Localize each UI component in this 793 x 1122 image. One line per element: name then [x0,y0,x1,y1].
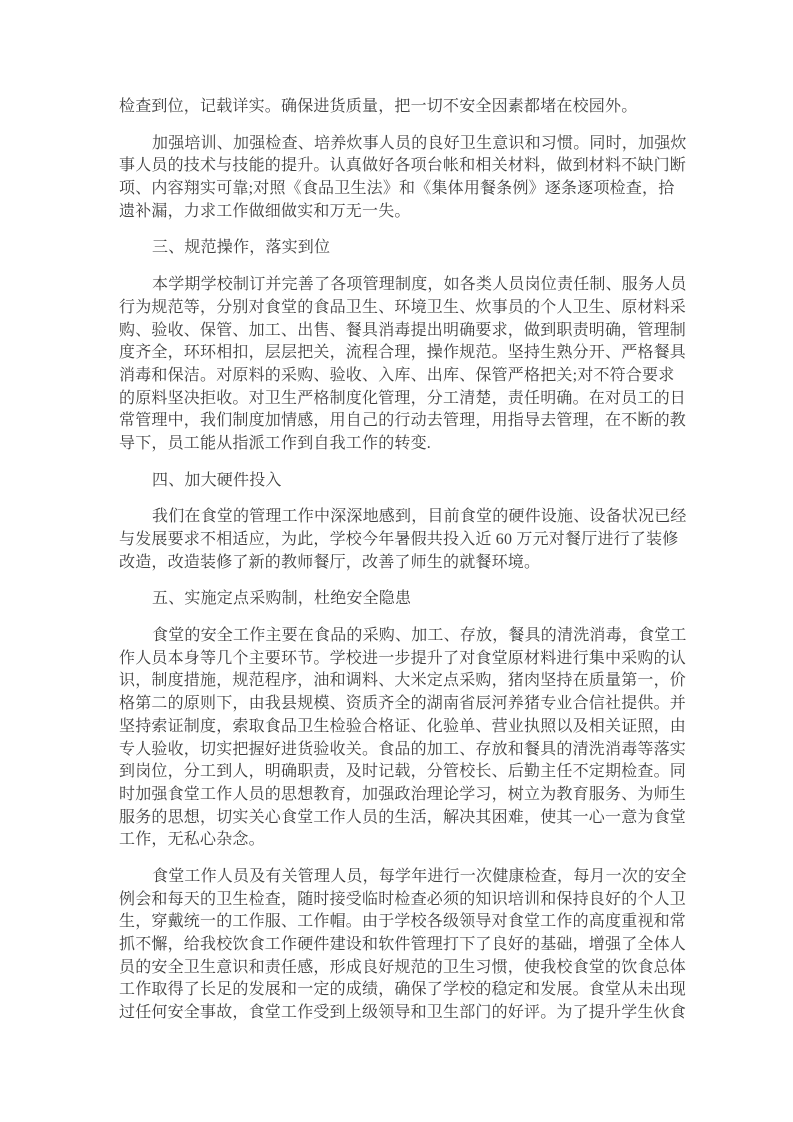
text-line: 常管理中，我们制度加情感，用自己的行动去管理，用指导去管理，在不断的教 [119,412,687,430]
text-line: 食堂的安全工作主要在食品的采购、加工、存放，餐具的清洗消毒，食堂工 [152,627,687,645]
text-line: 服务的思想，切实关心食堂工作人员的生活，解决其困难，使其一心一意为食堂 [119,808,687,826]
text-line: 抓不懈，给我校饮食工作硬件建设和软件管理打下了良好的基础，增强了全体人 [119,936,687,953]
paragraph [119,506,687,574]
text-line: 工作，无私心杂念。 [119,831,265,849]
text-line: 员的安全卫生意识和责任感，形成良好规范的卫生习惯，使我校食堂的饮食总体 [119,958,687,976]
text-line: 例会和每天的卫生检查，随时接受临时检查必须的知识培训和保持良好的个人卫 [119,890,687,908]
section-heading [119,470,684,493]
text-line: 过任何安全事故，食堂工作受到上级领导和卫生部门的好评。为了提升学生伙食 [119,1004,687,1022]
text-line: 导下，员工能从指派工作到自我工作的转变. [119,434,432,452]
paragraph [119,866,687,1025]
paragraph [119,133,687,224]
text-line: 消毒和保洁。对原料的采购、验收、入库、出库、保管严格把关;对不符合要求 [119,366,675,384]
text-line: 我们在食堂的管理工作中深深地感到，目前食堂的硬件设施、设备状况已经 [152,508,687,526]
text-line: 工作取得了长足的发展和一定的成绩，确保了学校的稳定和发展。食堂从未出现 [119,981,687,999]
text-line: 坚持索证制度，索取食品卫生检验合格证、化验单、营业执照以及相关证照，由 [119,717,687,735]
text-line: 专人验收，切实把握好进货验收关。食品的加工、存放和餐具的清洗消毒等落实 [119,740,687,758]
text-line: 的原料坚决拒收。对卫生严格制度化管理，分工清楚，责任明确。在对员工的日 [119,389,687,407]
text-line: 购、验收、保管、加工、出售、餐具消毒提出明确要求，做到职责明确，管理制 [119,321,687,339]
text-line: 到岗位，分工到人，明确职责，及时记载，分管校长、后勤主任不定期检查。同 [119,763,687,781]
text-line: 本学期学校制订并完善了各项管理制度，如各类人员岗位责任制、服务人员 [152,276,687,294]
text-line: 改造，改造装修了新的教师餐厅，改善了师生的就餐环境。 [119,553,541,571]
text-line: 事人员的技术与技能的提升。认真做好各项台帐和相关材料，做到材料不缺门断 [119,157,687,175]
text-line: 作人员本身等几个主要环节。学校进一步提升了对食堂原材料进行集中采购的认 [119,649,687,667]
text-line: 与发展要求不相适应，为此，学校今年暑假共投入近 60 万元对餐厅进行了装修 [119,531,679,548]
paragraph [119,625,687,852]
section-heading [119,588,684,611]
heading-text: 三、规范操作，落实到位 [152,239,331,257]
text-line: 时加强食堂工作人员的思想教育，加强政治理论学习，树立为教育服务、为师生 [119,785,687,803]
text-line: 格第二的原则下，由我县规模、资质齐全的湖南省辰河养猪专业合信社提供。并 [119,695,687,713]
text-line: 项、内容翔实可靠;对照《食品卫生法》和《集体用餐条例》逐条逐项检查，拾 [119,180,675,198]
paragraph [119,96,684,119]
text-line: 遗补漏，力求工作做细做实和万无一失。 [119,202,411,220]
text-line: 加强培训、加强检查、培养炊事人员的良好卫生意识和习惯。同时，加强炊 [152,134,687,152]
text-line: 食堂工作人员及有关管理人员，每学年进行一次健康检查，每月一次的安全 [152,867,687,885]
heading-text: 四、加大硬件投入 [152,471,282,489]
heading-text: 五、实施定点采购制，杜绝安全隐患 [152,590,412,608]
document-content [119,96,687,1025]
section-heading [119,237,684,260]
text-line: 检查到位，记载详实。确保进货质量，把一切不安全因素都堵在校园外。 [119,98,638,115]
text-line: 生，穿戴统一的工作服、工作帽。由于学校各级领导对食堂工作的高度重视和常 [119,913,687,931]
text-line: 行为规范等，分别对食堂的食品卫生、环境卫生、炊事员的个人卫生、原材料采 [119,298,687,316]
text-line: 度齐全，环环相扣，层层把关，流程合理，操作规范。坚持生熟分开、严格餐具 [119,344,687,362]
paragraph [119,274,687,456]
text-line: 识，制度措施，规范程序，油和调料、大米定点采购，猪肉坚持在质量第一，价 [119,672,687,690]
